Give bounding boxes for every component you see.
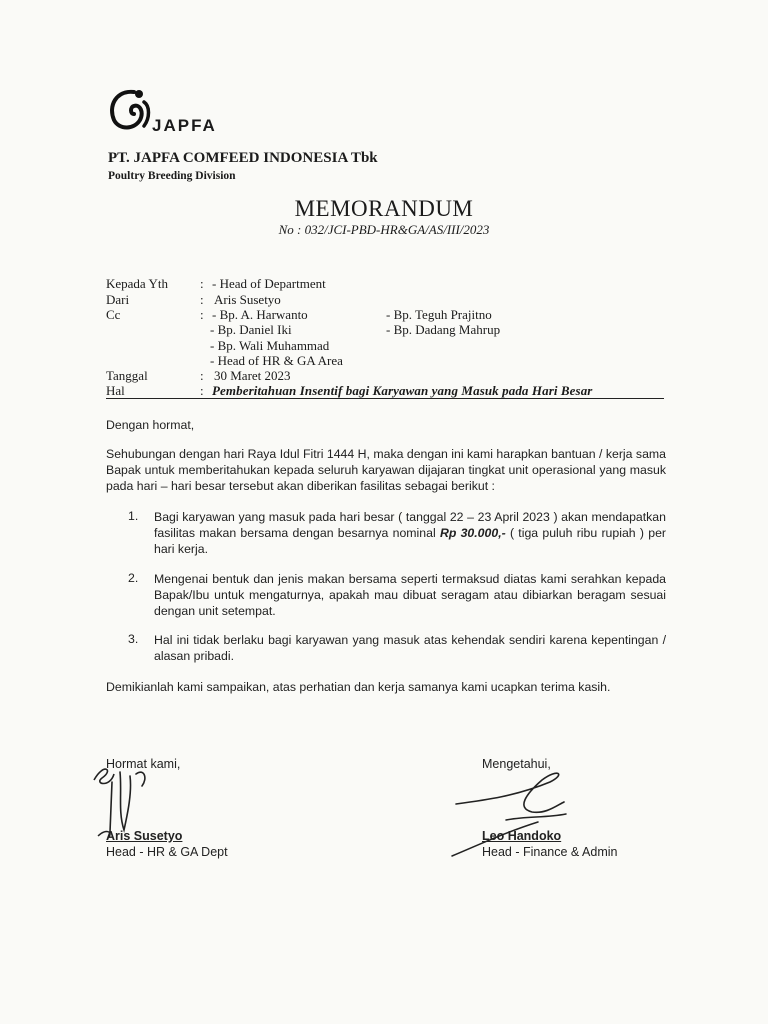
- greeting: Dengan hormat,: [106, 418, 195, 432]
- nominal-amount: Rp 30.000,-: [439, 526, 506, 540]
- dari-colon: :: [200, 292, 204, 307]
- list-item: Mengenai bentuk dan jenis makan bersama seperti termaksud diatas kami serahkan kepada Bapak/Ibu untuk mengaturnya, apakah mau dibuat seragam atau dibiarkan beragam sesuai dengan unit setempat.: [154, 572, 666, 618]
- list-number: 1.: [128, 509, 139, 523]
- list-item: [154, 509, 666, 557]
- logo-text: JAPFA: [152, 116, 217, 135]
- cc-item: - Bp. Daniel Iki: [210, 322, 292, 337]
- list-number: 2.: [128, 571, 139, 585]
- tanggal-value: 30 Maret 2023: [214, 368, 291, 383]
- company-division: Poultry Breeding Division: [108, 170, 236, 182]
- memo-title: MEMORANDUM: [294, 196, 474, 221]
- right-signatory-name: Leo Handoko: [482, 829, 562, 843]
- left-signatory-name: Aris Susetyo: [106, 829, 183, 843]
- right-signatory-title: Head - Finance & Admin: [482, 845, 618, 859]
- left-signatory-title: Head - HR & GA Dept: [106, 845, 228, 859]
- cc-item: - Bp. Wali Muhammad: [210, 338, 330, 353]
- kepada-colon: :: [200, 276, 204, 291]
- left-salutation: Hormat kami,: [106, 757, 181, 771]
- cc-colon: :: [200, 307, 204, 322]
- kepada-value: - Head of Department: [212, 276, 326, 291]
- right-salutation: Mengetahui,: [482, 757, 551, 771]
- cc-item: - Bp. A. Harwanto: [212, 307, 308, 322]
- cc-item: - Bp. Dadang Mahrup: [386, 322, 501, 337]
- tanggal-label: Tanggal: [106, 368, 148, 383]
- header-divider: [106, 398, 664, 399]
- cc-item: - Bp. Teguh Prajitno: [386, 307, 492, 322]
- memo-number: No : 032/JCI-PBD-HR&GA/AS/III/2023: [278, 222, 490, 237]
- closing-paragraph: Demikianlah kami sampaikan, atas perhatian dan kerja samanya kami ucapkan terima kasih.: [106, 680, 611, 694]
- cc-label: Cc: [106, 307, 121, 322]
- list-item: Hal ini tidak berlaku bagi karyawan yang masuk atas kehendak sendiri karena kepentingan / alasan pribadi.: [154, 633, 666, 663]
- intro-paragraph: Sehubungan dengan hari Raya Idul Fitri 1444 H, maka dengan ini kami harapkan bantuan / kerja sama Bapak untuk memberitahukan kepada seluruh karyawan dijajaran tingkat unit operasional yang masuk pada hari – hari besar tersebut akan diberikan fasilitas sebagai berikut :: [106, 447, 666, 493]
- list-item-text: ( tiga puluh ribu rupiah ) per hari kerja.: [154, 526, 667, 556]
- list-item-text: Bagi karyawan yang masuk pada hari besar ( tanggal 22 – 23 April 2023 ) akan mendapatkan fasilitas makan bersama dengan besarnya nominal: [154, 510, 666, 540]
- dari-label: Dari: [106, 292, 130, 307]
- subject-text: Pemberitahuan Insentif bagi Karyawan yang Masuk pada Hari Besar: [212, 383, 593, 398]
- hal-colon: :: [200, 383, 204, 398]
- dari-value: Aris Susetyo: [214, 292, 281, 307]
- list-number: 3.: [128, 632, 139, 646]
- cc-item: - Head of HR & GA Area: [210, 353, 343, 368]
- kepada-label: Kepada Yth: [106, 276, 168, 291]
- company-name: PT. JAPFA COMFEED INDONESIA Tbk: [108, 150, 378, 166]
- hal-label: Hal: [106, 383, 125, 398]
- tanggal-colon: :: [200, 368, 204, 383]
